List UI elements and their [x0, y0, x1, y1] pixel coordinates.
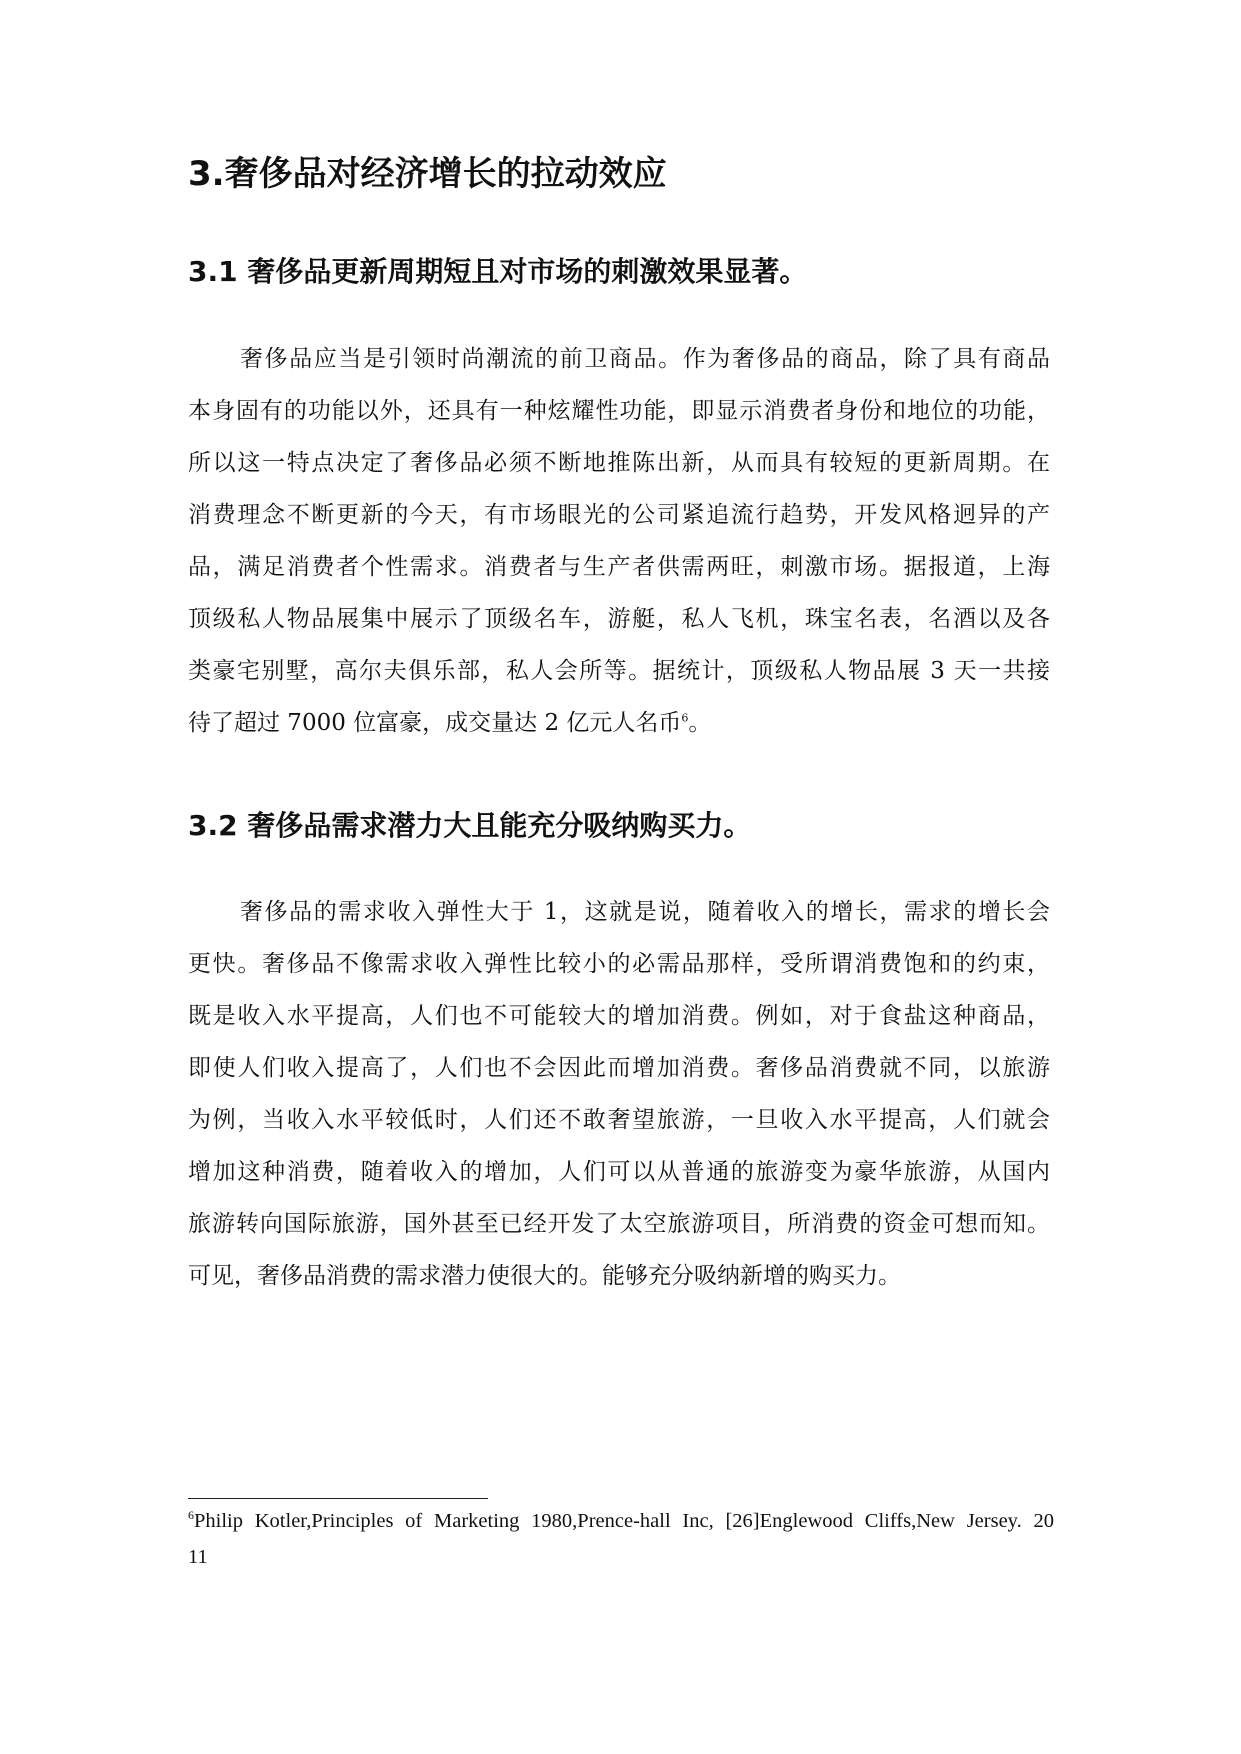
paragraph-line: 旅游转向国际旅游，国外甚至已经开发了太空旅游项目，所消费的资金可想而知。 [188, 1211, 1050, 1237]
paragraph-line: 增加这种消费，随着收入的增加，人们可以从普通的旅游变为豪华旅游，从国内 [188, 1159, 1050, 1185]
sentence-end-mark: 。 [688, 710, 712, 736]
footnote-separator [188, 1498, 488, 1499]
footnote [188, 1503, 1054, 1575]
footnote-marker: 6 [188, 1508, 194, 1523]
section-3-1-paragraph [188, 333, 1050, 749]
paragraph-line: 本身固有的功能以外，还具有一种炫耀性功能，即显示消费者身份和地位的功能， [188, 398, 1050, 424]
paragraph-line-text: 待了超过 7000 位富豪，成交量达 2 亿元人名币 [188, 710, 682, 736]
paragraph-line: 奢侈品应当是引领时尚潮流的前卫商品。作为奢侈品的商品，除了具有商品 [240, 346, 1050, 372]
paragraph-line: 消费理念不断更新的今天，有市场眼光的公司紧追流行趋势，开发风格迥异的产 [188, 502, 1050, 528]
paragraph-line: 类豪宅别墅，高尔夫俱乐部，私人会所等。据统计，顶级私人物品展 3 天一共接 [188, 658, 1050, 684]
section-3-2-heading: 3.2 奢侈品需求潜力大且能充分吸纳购买力。 [188, 809, 752, 842]
paragraph-line: 即使人们收入提高了，人们也不会因此而增加消费。奢侈品消费就不同，以旅游 [188, 1055, 1050, 1081]
paragraph-line: 为例，当收入水平较低时，人们还不敢奢望旅游，一旦收入水平提高，人们就会 [188, 1107, 1050, 1133]
section-3-2-paragraph [188, 886, 1050, 1302]
paragraph-line: 所以这一特点决定了奢侈品必须不断地推陈出新，从而具有较短的更新周期。在 [188, 450, 1050, 476]
footnote-line [188, 1503, 1054, 1539]
paragraph-line: 更快。奢侈品不像需求收入弹性比较小的必需品那样，受所谓消费饱和的约束， [188, 951, 1050, 977]
chapter-heading: 3.奢侈品对经济增长的拉动效应 [188, 154, 667, 194]
footnote-reference[interactable]: 6 [681, 711, 689, 725]
footnote-text: Philip Kotler,Principles of Marketing 1980,Prence-hall Inc, [26]Englewood Cliffs,New Jersey. 20 [194, 1510, 1054, 1532]
paragraph-line: 奢侈品的需求收入弹性大于 1，这就是说，随着收入的增长，需求的增长会 [240, 899, 1050, 925]
paragraph-line: 顶级私人物品展集中展示了顶级名车，游艇，私人飞机，珠宝名表，名酒以及各 [188, 606, 1050, 632]
paragraph-last-line [188, 697, 1050, 749]
section-3-1-heading: 3.1 奢侈品更新周期短且对市场的刺激效果显著。 [188, 255, 808, 288]
paragraph-line: 可见，奢侈品消费的需求潜力使很大的。能够充分吸纳新增的购买力。 [188, 1263, 901, 1289]
footnote-line-continued: 11 [188, 1546, 208, 1568]
paragraph-line: 既是收入水平提高，人们也不可能较大的增加消费。例如，对于食盐这种商品， [188, 1003, 1050, 1029]
paragraph-line: 品，满足消费者个性需求。消费者与生产者供需两旺，刺激市场。据报道，上海 [188, 554, 1050, 580]
